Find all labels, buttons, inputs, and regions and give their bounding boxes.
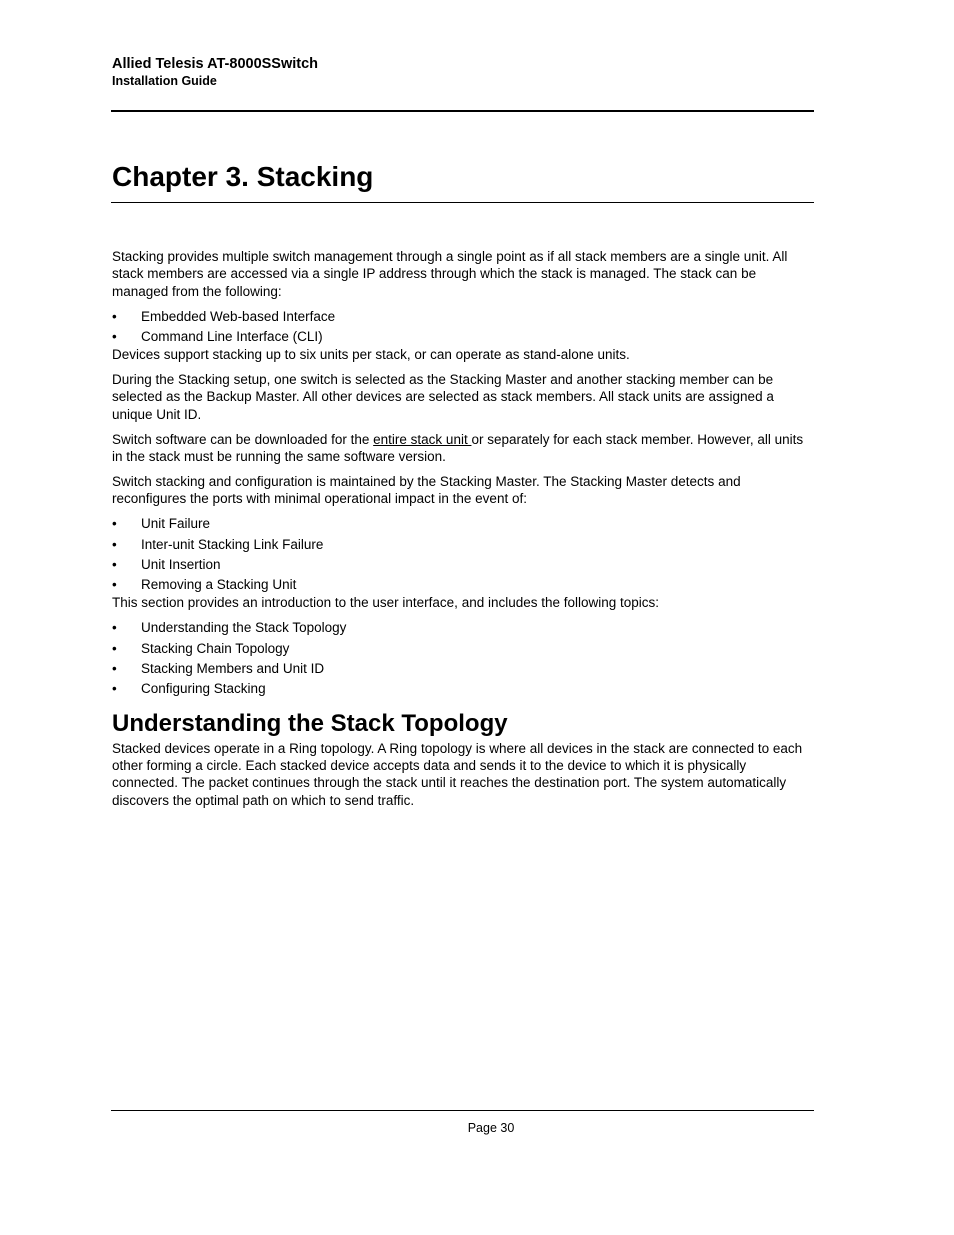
units-paragraph: Devices support stacking up to six units per stack, or can operate as stand-alone units.	[112, 347, 630, 363]
header-rule	[111, 110, 814, 112]
entire-stack-unit-link[interactable]: entire stack unit	[373, 431, 472, 447]
bullet-icon: •	[112, 516, 117, 532]
list-item: • Inter-unit Stacking Link Failure	[112, 536, 324, 552]
chapter-title: Chapter 3. Stacking	[112, 161, 374, 192]
bullet-icon: •	[112, 681, 117, 697]
bullet-icon: •	[112, 308, 117, 324]
document-subtitle: Installation Guide	[112, 74, 217, 88]
list-item: • Unit Failure	[112, 516, 211, 532]
bullet-icon: •	[112, 328, 117, 344]
list-item: • Command Line Interface (CLI)	[112, 328, 323, 344]
bullet-icon: •	[112, 536, 117, 552]
list-item: • Configuring Stacking	[112, 681, 266, 697]
setup-paragraph: During the Stacking setup, one switch is selected as the Stacking Master and another stacking member can be selected as the Backup Master. All other devices are selected as stack members. All stack units are assigned a unique Unit ID.	[112, 372, 774, 422]
list-item: • Stacking Chain Topology	[112, 640, 290, 656]
master-paragraph: Switch stacking and configuration is maintained by the Stacking Master. The Stacking Master detects and reconfigures the ports with minimal operational impact in the event of:	[112, 474, 741, 507]
list-item: • Stacking Members and Unit ID	[112, 661, 325, 677]
page-body	[112, 248, 814, 817]
topics-paragraph: This section provides an introduction to the user interface, and includes the following topics:	[112, 595, 660, 611]
bullet-icon: •	[112, 661, 117, 677]
topology-paragraph: Stacked devices operate in a Ring topology. A Ring topology is where all devices in the stack are connected to each other forming a circle. Each stacked device accepts data and sends it to the device to which it is physically connected. The packet continues through the stack until it reaches the destination port. The system automatically discovers the optimal path on which to send traffic.	[112, 740, 803, 808]
list-item: • Unit Insertion	[112, 556, 221, 572]
list-item: • Understanding the Stack Topology	[112, 620, 347, 636]
chapter-rule	[111, 202, 814, 203]
list-item: • Removing a Stacking Unit	[112, 577, 297, 593]
topics-list	[112, 619, 814, 700]
intro-paragraph: Stacking provides multiple switch management through a single point as if all stack members are a single unit. All stack members are accessed via a single IP address through which the stack is managed. The stack can be managed from the following:	[112, 249, 788, 299]
events-list	[112, 515, 814, 596]
management-list	[112, 308, 814, 349]
bullet-icon: •	[112, 620, 117, 636]
bullet-icon: •	[112, 640, 117, 656]
list-item: • Embedded Web-based Interface	[112, 308, 336, 324]
software-paragraph: Switch software can be downloaded for the entire stack unit or separately for each stack member. However, all units in the stack must be running the same software version.	[112, 431, 804, 465]
section-title: Understanding the Stack Topology	[112, 709, 508, 737]
bullet-icon: •	[112, 577, 117, 593]
footer-rule	[111, 1110, 814, 1111]
document-title: Allied Telesis AT-8000SSwitch	[112, 56, 319, 72]
bullet-icon: •	[112, 556, 117, 572]
page-number: Page 30	[467, 1121, 515, 1135]
